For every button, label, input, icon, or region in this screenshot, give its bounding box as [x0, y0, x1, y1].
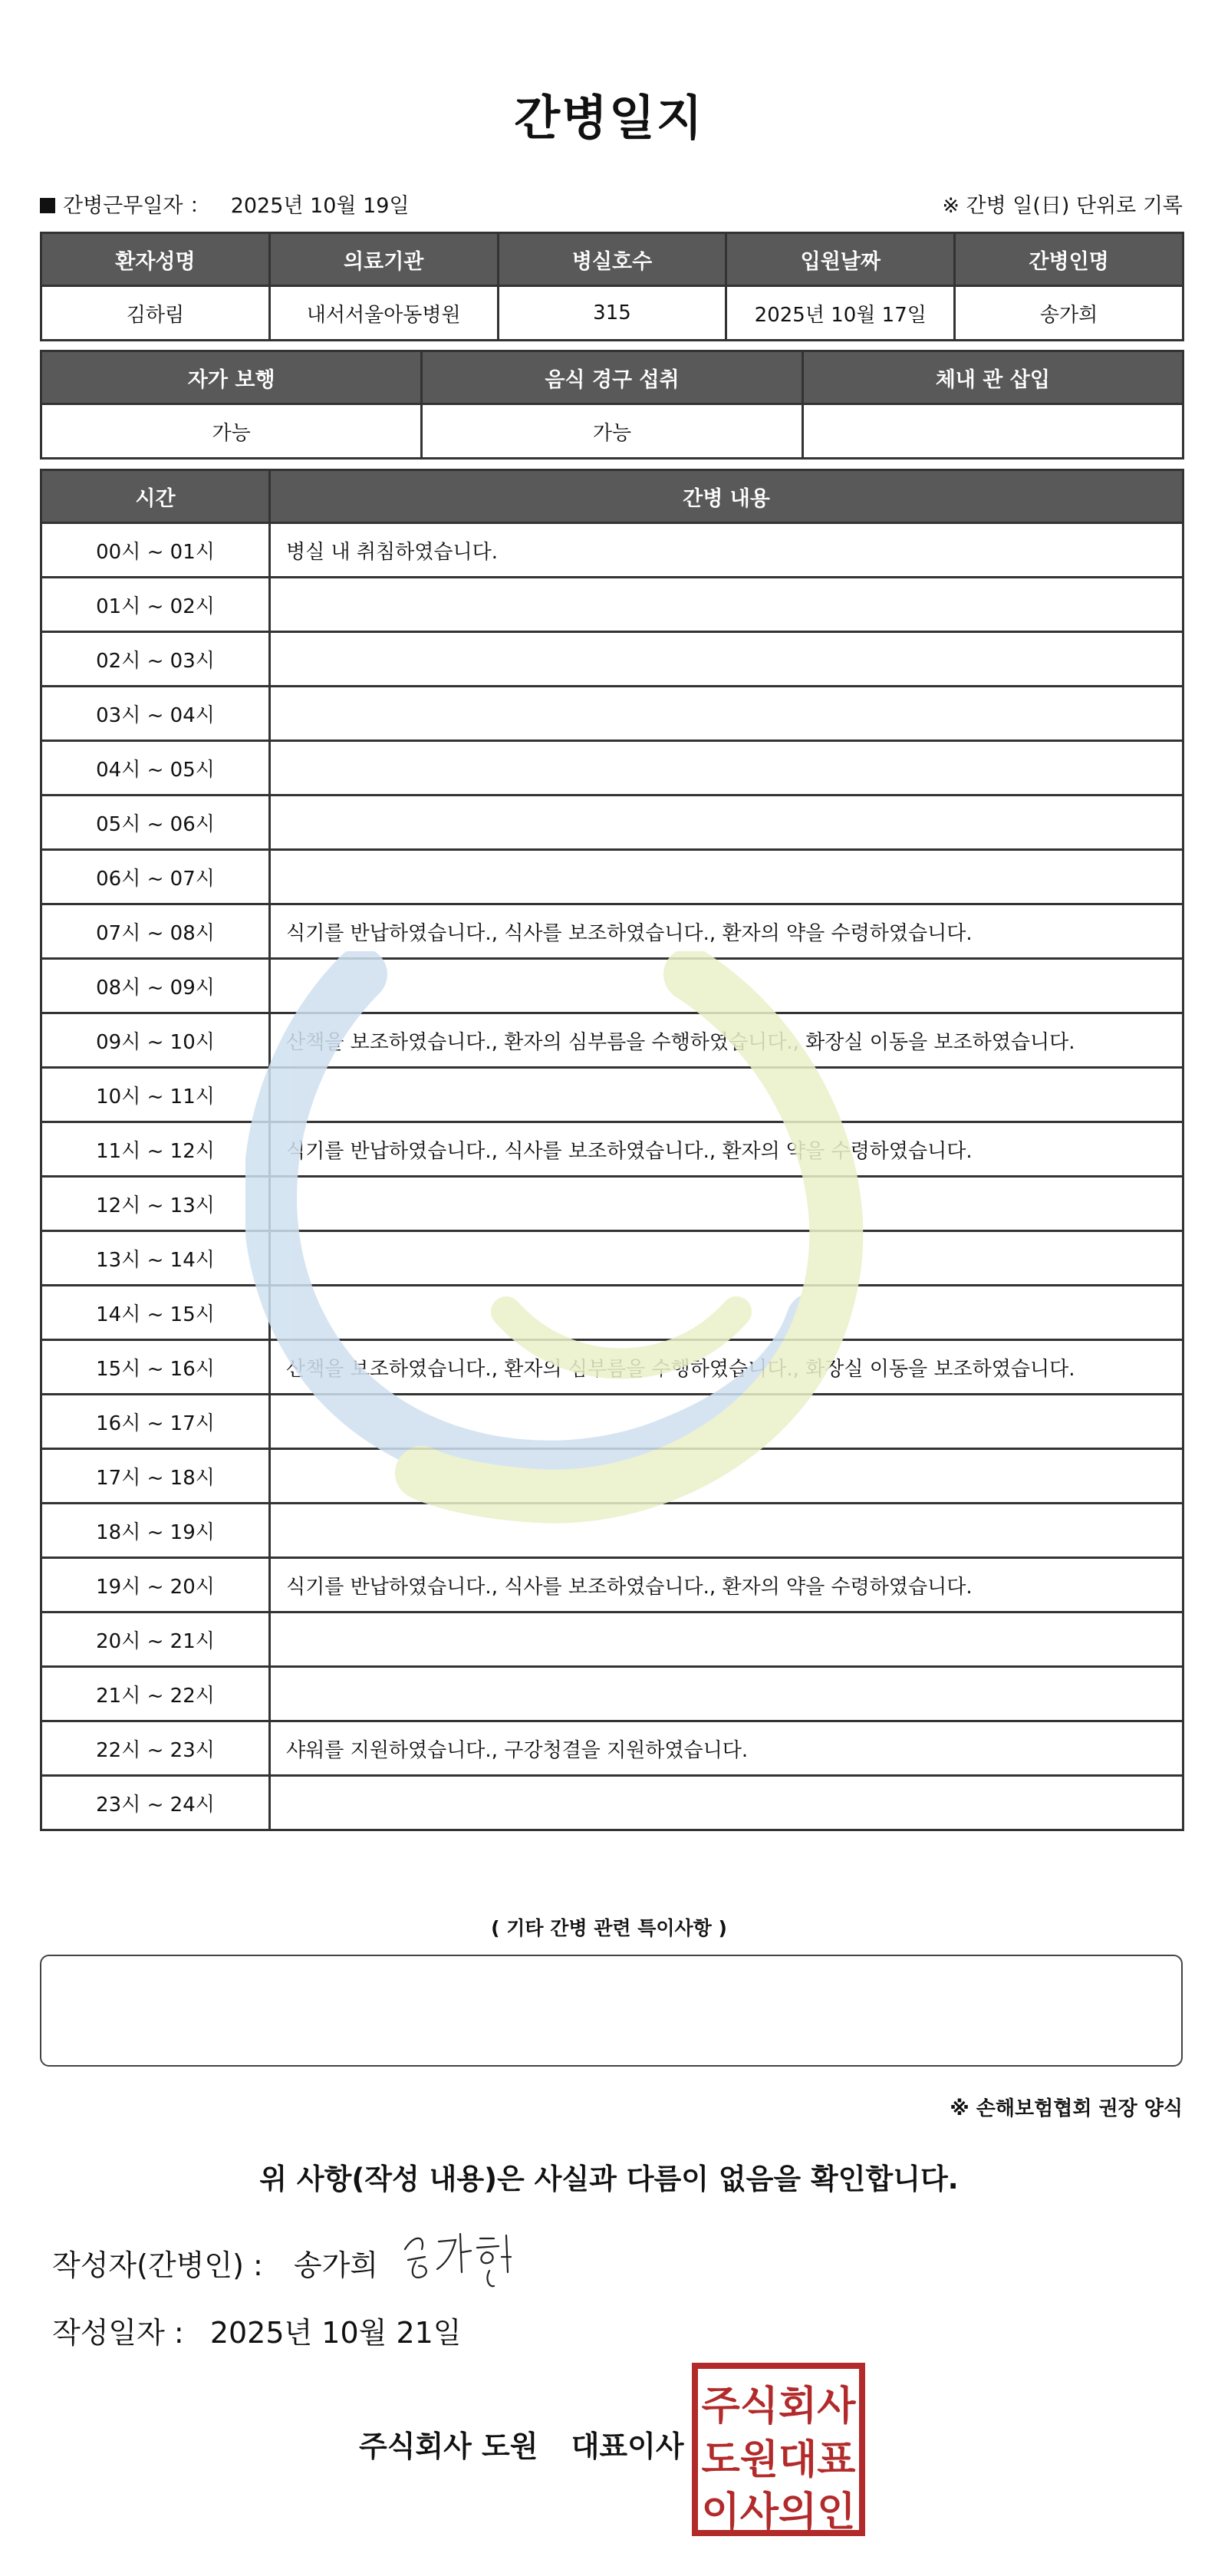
- svg-text:주식회사: 주식회사: [701, 2383, 856, 2429]
- care-log-table: [40, 469, 1184, 1831]
- log-row: [41, 1776, 1183, 1830]
- log-row: [41, 687, 1183, 741]
- log-row: [41, 578, 1183, 632]
- log-time: 15시 ~ 16시: [41, 1340, 270, 1395]
- log-row: [41, 1068, 1183, 1122]
- log-row: [41, 1612, 1183, 1667]
- writer-name: 송가희: [293, 2248, 378, 2282]
- log-time: 01시 ~ 02시: [41, 578, 270, 632]
- header-tube-insertion: 체내 관 삽입: [802, 351, 1183, 404]
- writer-line: [52, 2242, 378, 2284]
- log-row: [41, 1558, 1183, 1612]
- patient-name: 김하림: [41, 286, 270, 341]
- header-time: 시간: [41, 470, 270, 523]
- log-time: 10시 ~ 11시: [41, 1068, 270, 1122]
- special-notes-title: ( 기타 간병 관련 특이사항 ): [491, 1917, 727, 1939]
- svg-text:이사의인: 이사의인: [701, 2489, 856, 2535]
- log-row: [41, 1340, 1183, 1395]
- log-content: [270, 959, 1183, 1013]
- writer-label: 작성자(간병인) :: [52, 2248, 263, 2282]
- patient-status-table: [40, 350, 1184, 460]
- log-content: [270, 578, 1183, 632]
- handwritten-signature: [399, 2226, 514, 2295]
- log-time: 14시 ~ 15시: [41, 1286, 270, 1340]
- log-content: 산책을 보조하였습니다., 환자의 심부름을 수행하였습니다., 화장실 이동을 보조하였습니다.: [270, 1013, 1183, 1068]
- log-time: 11시 ~ 12시: [41, 1122, 270, 1177]
- header-hospital: 의료기관: [269, 233, 498, 286]
- status-header-row: [41, 351, 1183, 404]
- log-time: 16시 ~ 17시: [41, 1395, 270, 1449]
- log-time: 03시 ~ 04시: [41, 687, 270, 741]
- log-row: [41, 523, 1183, 578]
- log-time: 06시 ~ 07시: [41, 850, 270, 904]
- log-content: [270, 1395, 1183, 1449]
- patient-value-row: [41, 286, 1183, 341]
- log-time: 02시 ~ 03시: [41, 632, 270, 687]
- log-row: [41, 1286, 1183, 1340]
- log-row: [41, 1177, 1183, 1231]
- admission-date: 2025년 10월 17일: [726, 286, 955, 341]
- header-room-number: 병실호수: [498, 233, 726, 286]
- log-row: [41, 1721, 1183, 1776]
- room-number: 315: [498, 286, 726, 341]
- written-date-value: 2025년 10월 21일: [209, 2316, 462, 2350]
- log-time: 18시 ~ 19시: [41, 1504, 270, 1558]
- record-note: ※ 간병 일(日) 단위로 기록: [942, 194, 1183, 218]
- log-time: 17시 ~ 18시: [41, 1449, 270, 1504]
- log-content: [270, 1612, 1183, 1667]
- caregiver-name: 송가희: [955, 286, 1183, 341]
- log-row: [41, 796, 1183, 850]
- log-time: 04시 ~ 05시: [41, 741, 270, 796]
- log-content: [270, 1177, 1183, 1231]
- company-name: 주식회사 도원: [359, 2429, 538, 2463]
- log-time: 07시 ~ 08시: [41, 904, 270, 959]
- log-content: [270, 1068, 1183, 1122]
- work-date-value: 2025년 10월 19일: [230, 194, 410, 218]
- log-time: 09시 ~ 10시: [41, 1013, 270, 1068]
- log-row: [41, 1122, 1183, 1177]
- special-notes-box: [40, 1955, 1183, 2067]
- status-value-row: [41, 404, 1183, 459]
- log-row: [41, 1449, 1183, 1504]
- walking-value: 가능: [41, 404, 422, 459]
- log-content: [270, 796, 1183, 850]
- patient-info-table: [40, 232, 1184, 341]
- confirmation-statement: 위 사항(작성 내용)은 사실과 다름이 없음을 확인합니다.: [259, 2163, 959, 2196]
- work-date-label: 간병근무일자: [63, 194, 183, 218]
- tube-insertion-value: [802, 404, 1183, 459]
- log-body: [41, 523, 1183, 1830]
- log-row: [41, 741, 1183, 796]
- document-title: 간병일지: [514, 90, 704, 146]
- log-row: [41, 1013, 1183, 1068]
- log-content: [270, 1504, 1183, 1558]
- written-date-line: [52, 2309, 462, 2351]
- header-patient-name: 환자성명: [41, 233, 270, 286]
- log-content: [270, 1286, 1183, 1340]
- log-content: 샤워를 지원하였습니다., 구강청결을 지원하였습니다.: [270, 1721, 1183, 1776]
- standard-form-note: ※ 손해보험협회 권장 양식: [950, 2097, 1183, 2120]
- company-seal-stamp: [692, 2363, 865, 2536]
- log-time: 12시 ~ 13시: [41, 1177, 270, 1231]
- log-content: [270, 1231, 1183, 1286]
- log-time: 19시 ~ 20시: [41, 1558, 270, 1612]
- log-time: 13시 ~ 14시: [41, 1231, 270, 1286]
- log-time: 05시 ~ 06시: [41, 796, 270, 850]
- log-content: 식기를 반납하였습니다., 식사를 보조하였습니다., 환자의 약을 수령하였습니다.: [270, 904, 1183, 959]
- log-row: [41, 904, 1183, 959]
- log-content: [270, 741, 1183, 796]
- log-row: [41, 1231, 1183, 1286]
- log-content: [270, 1776, 1183, 1830]
- svg-text:도원대표: 도원대표: [701, 2437, 856, 2483]
- log-content: 병실 내 취침하였습니다.: [270, 523, 1183, 578]
- log-time: 00시 ~ 01시: [41, 523, 270, 578]
- log-time: 23시 ~ 24시: [41, 1776, 270, 1830]
- written-date-label: 작성일자 :: [52, 2316, 184, 2350]
- log-time: 21시 ~ 22시: [41, 1667, 270, 1721]
- log-content: 식기를 반납하였습니다., 식사를 보조하였습니다., 환자의 약을 수령하였습니다.: [270, 1558, 1183, 1612]
- work-date: [40, 189, 410, 219]
- patient-header-row: [41, 233, 1183, 286]
- log-content: [270, 687, 1183, 741]
- square-bullet-icon: [40, 198, 55, 213]
- company-line: [359, 2423, 684, 2465]
- log-time: 22시 ~ 23시: [41, 1721, 270, 1776]
- header-caregiver-name: 간병인명: [955, 233, 1183, 286]
- header-oral-intake: 음식 경구 섭취: [422, 351, 802, 404]
- log-row: [41, 1504, 1183, 1558]
- log-row: [41, 632, 1183, 687]
- log-content: 식기를 반납하였습니다., 식사를 보조하였습니다., 환자의 약을 수령하였습니다.: [270, 1122, 1183, 1177]
- log-content: [270, 1449, 1183, 1504]
- oral-intake-value: 가능: [422, 404, 802, 459]
- log-time: 08시 ~ 09시: [41, 959, 270, 1013]
- header-walking: 자가 보행: [41, 351, 422, 404]
- ceo-label: 대표이사: [571, 2429, 684, 2463]
- log-row: [41, 850, 1183, 904]
- log-header-row: [41, 470, 1183, 523]
- log-content: [270, 632, 1183, 687]
- log-content: 산책을 보조하였습니다., 환자의 심부름을 수행하였습니다., 화장실 이동을 보조하였습니다.: [270, 1340, 1183, 1395]
- work-date-separator: ：: [189, 194, 211, 218]
- log-row: [41, 959, 1183, 1013]
- log-content: [270, 1667, 1183, 1721]
- log-row: [41, 1667, 1183, 1721]
- header-admission-date: 입원날짜: [726, 233, 955, 286]
- log-content: [270, 850, 1183, 904]
- log-row: [41, 1395, 1183, 1449]
- header-care-content: 간병 내용: [270, 470, 1183, 523]
- log-time: 20시 ~ 21시: [41, 1612, 270, 1667]
- hospital-name: 내서서울아동병원: [269, 286, 498, 341]
